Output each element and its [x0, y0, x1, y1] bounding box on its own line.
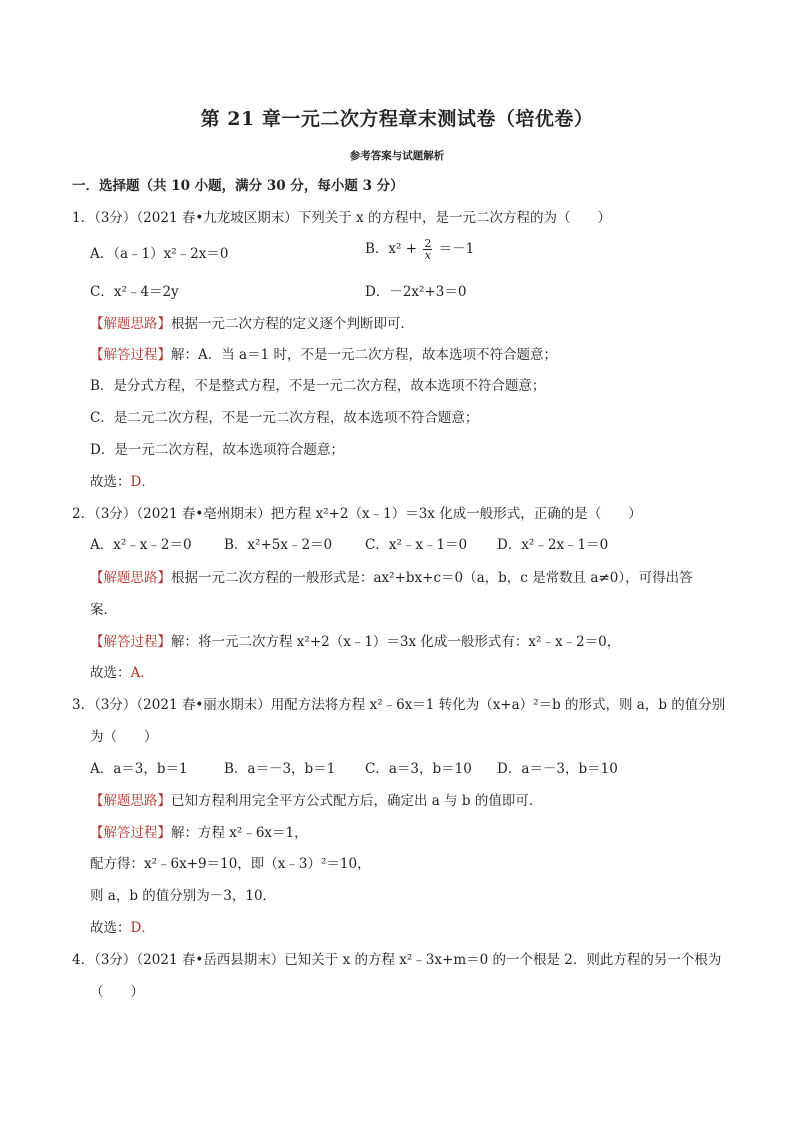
question-2-option-b: B．x²+5x﹣2＝0 — [224, 537, 333, 553]
option-b-prefix: B．x² + — [365, 241, 418, 257]
question-2-stem: 2．（3分）（2021 春•亳州期末）把方程 x²+2（x﹣1）＝3x 化成一般形式，正确的是（ ） — [72, 506, 642, 522]
question-1-process-2: B．是分式方程，不是整式方程，不是一元二次方程，故本选项不符合题意； — [90, 378, 546, 394]
thinking-tag: 【解题思路】 — [90, 316, 171, 332]
question-4-stem-2: （ ） — [90, 984, 144, 1000]
question-1-option-b — [365, 238, 474, 261]
question-1-option-c: C．x²﹣4＝2y — [90, 284, 179, 300]
question-3-process-2: 配方得：x²﹣6x+9＝10，即（x﹣3）²＝10， — [90, 856, 371, 872]
section-heading: 一．选择题（共 10 小题，满分 30 分，每小题 3 分） — [72, 178, 404, 194]
answer-prefix: 故选： — [90, 474, 131, 490]
question-2-option-c: C．x²﹣x﹣1＝0 — [365, 537, 468, 553]
page-title: 第 21 章一元二次方程章末测试卷（培优卷） — [200, 108, 594, 130]
question-2-thinking-1 — [90, 569, 693, 587]
question-3-stem-2: 为（ ） — [90, 729, 158, 745]
question-3-option-b: B．a＝－3，b＝1 — [224, 761, 336, 777]
thinking-tag: 【解题思路】 — [90, 793, 171, 809]
question-1-stem: 1．（3分）（2021 春•九龙坡区期末）下列关于 x 的方程中，是一元二次方程的为（ ） — [72, 210, 611, 226]
question-3-process-3: 则 a，b 的值分别为－3，10． — [90, 888, 277, 904]
thinking-text: 根据一元二次方程的定义逐个判断即可． — [171, 316, 414, 332]
thinking-text: 根据一元二次方程的一般形式是：ax²+bx+c＝0（a，b，c 是常数且 a≠0），可得出答 — [171, 570, 693, 586]
answer-prefix: 故选： — [90, 920, 131, 936]
question-1-process-1 — [90, 346, 557, 364]
answer-prefix: 故选： — [90, 665, 131, 681]
process-tag: 【解答过程】 — [90, 825, 171, 841]
question-1-option-d: D．－2x²+3＝0 — [365, 284, 467, 300]
process-tag: 【解答过程】 — [90, 347, 171, 363]
question-3-process-1 — [90, 824, 308, 842]
question-1-process-4: D．是一元二次方程，故本选项符合题意； — [90, 442, 344, 458]
question-1-option-a: A．（a﹣1）x²﹣2x＝0 — [90, 246, 229, 262]
question-4-stem-1: 4．（3分）（2021 春•岳西县期末）已知关于 x 的方程 x²﹣3x+m＝0 的一个根是 2．则此方程的另一个根为 — [72, 952, 722, 968]
option-b-suffix: ＝－1 — [438, 241, 475, 257]
question-2-option-a: A．x²﹣x﹣2＝0 — [90, 537, 192, 553]
process-text: 解：方程 x²﹣6x＝1， — [171, 825, 308, 841]
answer-value: A． — [130, 665, 154, 681]
answer-value: D． — [130, 474, 155, 490]
process-text: 解：A．当 a＝1 时，不是一元二次方程，故本选项不符合题意； — [171, 347, 557, 363]
process-text: 解：将一元二次方程 x²+2（x﹣1）＝3x 化成一般形式有：x²﹣x﹣2＝0， — [171, 634, 621, 650]
fraction-numerator: 2 — [424, 237, 432, 250]
process-tag: 【解答过程】 — [90, 634, 171, 650]
question-1-answer — [90, 473, 155, 491]
fraction-denominator: x — [424, 249, 431, 262]
answer-value: D． — [130, 920, 155, 936]
question-2-process-1 — [90, 633, 620, 651]
fraction — [423, 238, 432, 261]
page-subtitle: 参考答案与试题解析 — [349, 150, 445, 162]
thinking-text: 已知方程利用完全平方公式配方后，确定出 a 与 b 的值即可． — [171, 793, 543, 809]
question-3-stem-1: 3．（3分）（2021 春•丽水期末）用配方法将方程 x²﹣6x＝1 转化为（x+a）²＝b 的形式，则 a，b 的值分别 — [72, 697, 726, 713]
question-1-thinking — [90, 315, 414, 333]
thinking-tag: 【解题思路】 — [90, 570, 171, 586]
question-2-answer — [90, 664, 154, 682]
question-3-option-a: A．a＝3，b＝1 — [90, 761, 188, 777]
question-1-process-3: C．是二元二次方程，不是一元二次方程，故本选项不符合题意； — [90, 410, 479, 426]
question-3-option-d: D．a＝－3，b＝10 — [497, 761, 618, 777]
question-2-thinking-2: 案． — [90, 602, 117, 618]
question-3-option-c: C．a＝3，b＝10 — [365, 761, 472, 777]
question-2-option-d: D．x²﹣2x﹣1＝0 — [497, 537, 609, 553]
question-3-thinking — [90, 792, 542, 810]
question-3-answer — [90, 919, 155, 937]
